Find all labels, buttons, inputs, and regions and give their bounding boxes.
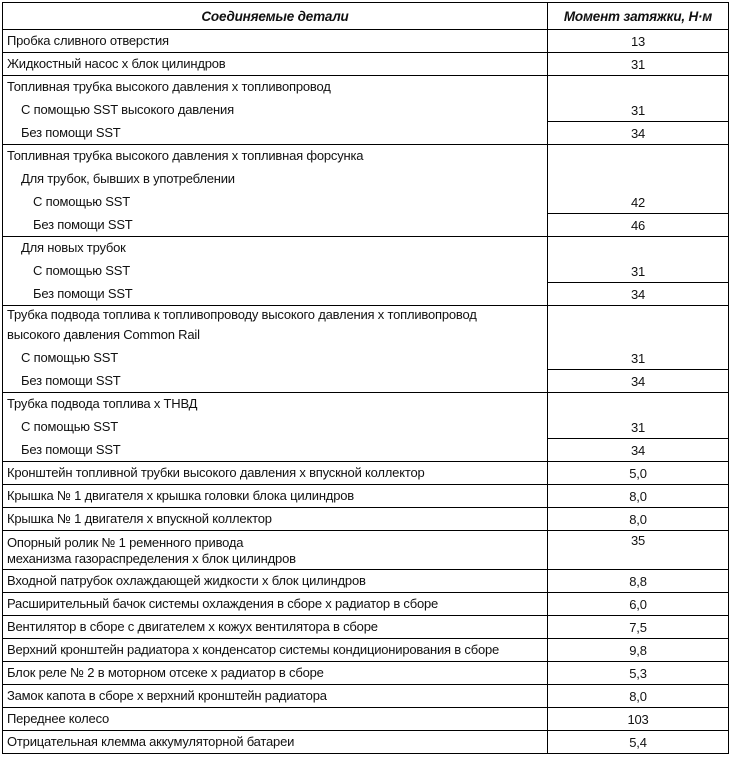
part-cell: Замок капота в сборе х верхний кронштейн радиатора bbox=[3, 684, 548, 707]
table-row bbox=[3, 191, 729, 214]
torque-cell: 6,0 bbox=[548, 592, 729, 615]
table-row bbox=[3, 30, 729, 53]
torque-specification-table bbox=[2, 2, 729, 754]
header-parts: Соединяемые детали bbox=[3, 3, 548, 30]
torque-cell: 31 bbox=[548, 416, 729, 439]
torque-cell: 31 bbox=[548, 260, 729, 283]
table-row bbox=[3, 416, 729, 439]
torque-cell: 34 bbox=[548, 122, 729, 145]
torque-cell: 5,4 bbox=[548, 730, 729, 753]
torque-cell: 42 bbox=[548, 191, 729, 214]
table-row bbox=[3, 439, 729, 462]
table-row bbox=[3, 615, 729, 638]
torque-cell: 8,8 bbox=[548, 569, 729, 592]
part-cell: механизма газораспределения х блок цилиндров bbox=[3, 551, 548, 569]
table-row bbox=[3, 730, 729, 753]
torque-cell: 34 bbox=[548, 439, 729, 462]
part-cell: Для новых трубок bbox=[3, 237, 548, 260]
part-cell: Без помощи SST bbox=[3, 370, 548, 393]
part-cell: Опорный ролик № 1 ременного привода bbox=[3, 531, 548, 552]
torque-cell: 13 bbox=[548, 30, 729, 53]
table-row bbox=[3, 346, 729, 370]
part-cell: С помощью SST bbox=[3, 191, 548, 214]
table-row bbox=[3, 325, 729, 346]
part-cell: С помощью SST bbox=[3, 346, 548, 370]
torque-cell bbox=[548, 76, 729, 99]
table-row bbox=[3, 531, 729, 552]
torque-cell: 31 bbox=[548, 346, 729, 370]
part-cell: Блок реле № 2 в моторном отсеке х радиатор в сборе bbox=[3, 661, 548, 684]
part-cell: Вентилятор в сборе с двигателем х кожух вентилятора в сборе bbox=[3, 615, 548, 638]
table-row bbox=[3, 306, 729, 325]
part-cell: С помощью SST bbox=[3, 260, 548, 283]
table-row bbox=[3, 707, 729, 730]
table-row bbox=[3, 168, 729, 191]
torque-cell: 5,3 bbox=[548, 661, 729, 684]
torque-cell: 7,5 bbox=[548, 615, 729, 638]
torque-cell: 9,8 bbox=[548, 638, 729, 661]
torque-cell: 31 bbox=[548, 53, 729, 76]
torque-cell: 103 bbox=[548, 707, 729, 730]
part-cell: Жидкостный насос х блок цилиндров bbox=[3, 53, 548, 76]
torque-cell: 5,0 bbox=[548, 462, 729, 485]
part-cell: высокого давления Common Rail bbox=[3, 325, 548, 346]
table-row bbox=[3, 661, 729, 684]
part-cell: С помощью SST высокого давления bbox=[3, 99, 548, 122]
table-row bbox=[3, 551, 729, 569]
part-cell: Топливная трубка высокого давления х топливная форсунка bbox=[3, 145, 548, 168]
table-row bbox=[3, 485, 729, 508]
torque-cell: 34 bbox=[548, 370, 729, 393]
torque-cell: 35 bbox=[548, 531, 729, 552]
torque-cell bbox=[548, 145, 729, 168]
part-cell: Без помощи SST bbox=[3, 283, 548, 306]
torque-cell: 8,0 bbox=[548, 508, 729, 531]
table-row bbox=[3, 370, 729, 393]
part-cell: С помощью SST bbox=[3, 416, 548, 439]
part-cell: Без помощи SST bbox=[3, 122, 548, 145]
torque-cell: 31 bbox=[548, 99, 729, 122]
torque-cell bbox=[548, 325, 729, 346]
torque-cell: 46 bbox=[548, 214, 729, 237]
header-torque: Момент затяжки, Н·м bbox=[548, 3, 729, 30]
table-row bbox=[3, 99, 729, 122]
torque-cell: 8,0 bbox=[548, 485, 729, 508]
torque-cell: 8,0 bbox=[548, 684, 729, 707]
table-row bbox=[3, 393, 729, 416]
part-cell: Пробка сливного отверстия bbox=[3, 30, 548, 53]
table-row bbox=[3, 638, 729, 661]
part-cell: Кронштейн топливной трубки высокого давления х впускной коллектор bbox=[3, 462, 548, 485]
part-cell: Топливная трубка высокого давления х топливопровод bbox=[3, 76, 548, 99]
torque-cell bbox=[548, 237, 729, 260]
part-cell: Верхний кронштейн радиатора х конденсатор системы кондиционирования в сборе bbox=[3, 638, 548, 661]
table-row bbox=[3, 569, 729, 592]
torque-cell bbox=[548, 306, 729, 325]
table-row bbox=[3, 76, 729, 99]
part-cell: Без помощи SST bbox=[3, 214, 548, 237]
part-cell: Трубка подвода топлива к топливопроводу высокого давления х топливопровод bbox=[3, 306, 548, 325]
table-row bbox=[3, 53, 729, 76]
part-cell: Для трубок, бывших в употреблении bbox=[3, 168, 548, 191]
part-cell: Отрицательная клемма аккумуляторной батареи bbox=[3, 730, 548, 753]
torque-cell bbox=[548, 393, 729, 416]
table-row bbox=[3, 260, 729, 283]
table-row bbox=[3, 462, 729, 485]
table-row bbox=[3, 122, 729, 145]
table-row bbox=[3, 145, 729, 168]
torque-cell bbox=[548, 551, 729, 569]
table-row bbox=[3, 283, 729, 306]
table-row bbox=[3, 214, 729, 237]
part-cell: Трубка подвода топлива х ТНВД bbox=[3, 393, 548, 416]
part-cell: Расширительный бачок системы охлаждения в сборе х радиатор в сборе bbox=[3, 592, 548, 615]
table-row bbox=[3, 508, 729, 531]
part-cell: Входной патрубок охлаждающей жидкости х блок цилиндров bbox=[3, 569, 548, 592]
table-row bbox=[3, 592, 729, 615]
part-cell: Переднее колесо bbox=[3, 707, 548, 730]
table-row bbox=[3, 237, 729, 260]
table-row bbox=[3, 684, 729, 707]
part-cell: Крышка № 1 двигателя х впускной коллектор bbox=[3, 508, 548, 531]
part-cell: Крышка № 1 двигателя х крышка головки блока цилиндров bbox=[3, 485, 548, 508]
part-cell: Без помощи SST bbox=[3, 439, 548, 462]
torque-cell: 34 bbox=[548, 283, 729, 306]
torque-cell bbox=[548, 168, 729, 191]
table-header-row bbox=[3, 3, 729, 30]
